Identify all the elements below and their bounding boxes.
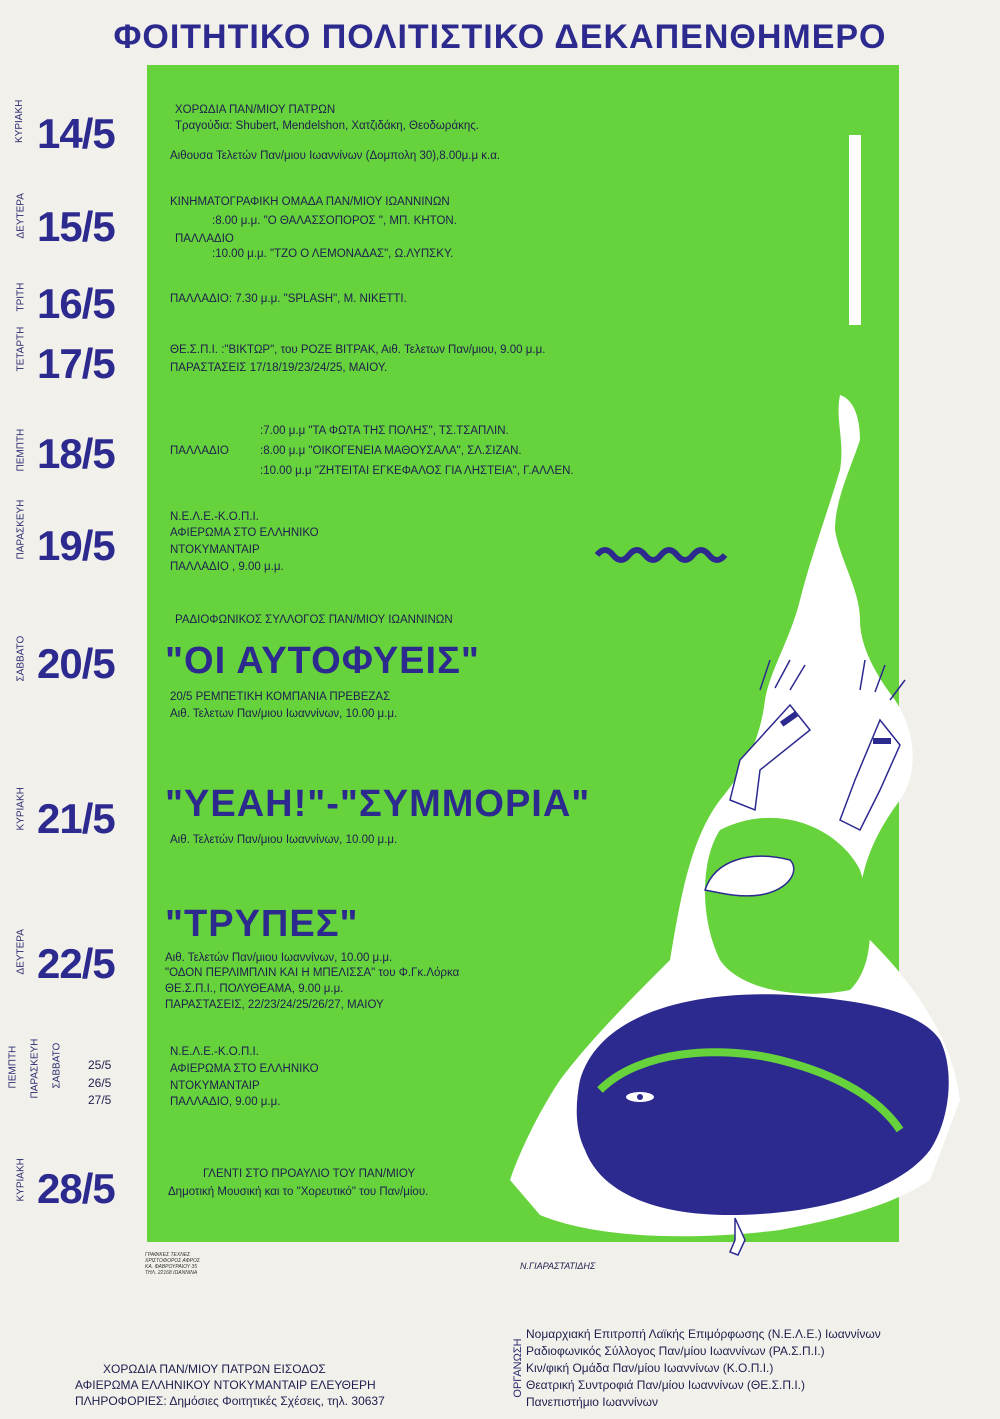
event-headline: "ΤΡΥΠΕΣ"	[165, 903, 359, 945]
day-label: ΣΑΒΒΑΤΟ	[15, 635, 27, 682]
day-label: ΚΥΡΙΑΚΗ	[15, 1158, 27, 1202]
event-line: ΠΑΡΑΣΤΑΣΕΙΣ 17/18/19/23/24/25, ΜΑΙΟΥ.	[170, 362, 388, 374]
event-line: Αιθ. Τελετών Παν/μιου Ιωαννίνων, 10.00 μ.μ.	[170, 834, 398, 846]
event-date: 20/5	[37, 640, 115, 687]
event-line: ΘΕ.Σ.Π.Ι., ΠΟΛΥΘΕΑΜΑ, 9.00 μ.μ.	[165, 983, 344, 995]
event-line: ΑΦΙΕΡΩΜΑ ΣΤΟ ΕΛΛΗΝΙΚΟ	[170, 1063, 319, 1075]
organiser-line: Ραδιοφωνικός Σύλλογος Παν/μίου Ιωαννίνων (ΡΑ.Σ.Π.Ι.)	[526, 1344, 825, 1358]
event-date: 21/5	[37, 795, 115, 842]
event-line: Δημοτική Μουσική και το "Χορευτικό" του Παν/μίου.	[168, 1186, 429, 1198]
footer-line: ΑΦΙΕΡΩΜΑ ΕΛΛΗΝΙΚΟΥ ΝΤΟΚΥΜΑΝΤΑΙΡ ΕΛΕΥΘΕΡΗ	[75, 1378, 376, 1392]
event-line: "ΟΔΟΝ ΠΕΡΛΙΜΠΛΙΝ ΚΑΙ Η ΜΠΕΛΙΣΣΑ" του Φ.Γκ.Λόρκα	[165, 967, 460, 979]
printer-credit: ΧΡΙΣΤΟΦΟΡΟΣ ΑΦΡΟΣ	[145, 1258, 200, 1264]
event-line: :10.00 μ.μ. "ΤΖΟ Ο ΛΕΜΟΝΑΔΑΣ", Ω.ΛΥΠΣΚΥ.	[212, 248, 454, 260]
event-date: 18/5	[37, 430, 115, 477]
organiser-line: Θεατρική Συντροφιά Παν/μίου Ιωαννίνων (ΘΕ.Σ.Π.Ι.)	[526, 1378, 805, 1392]
event-line: :8.00 μ.μ. "Ο ΘΑΛΑΣΣΟΠΟΡΟΣ ", ΜΠ. ΚΗΤΟΝ.	[212, 215, 457, 227]
event-line: Αιθ. Τελετων Παν/μιου Ιωαννίνων, 10.00 μ.μ.	[170, 708, 398, 720]
event-line: 20/5 ΡΕΜΠΕΤΙΚΗ ΚΟΜΠΑΝΙΑ ΠΡΕΒΕΖΑΣ	[170, 691, 391, 703]
event-date: 28/5	[37, 1165, 115, 1212]
event-date: 26/5	[88, 1076, 112, 1090]
event-line: ΝΤΟΚΥΜΑΝΤΑΙΡ	[170, 544, 260, 556]
event-line: ΠΑΛΛΑΔΙΟ	[175, 233, 234, 245]
event-line: Τραγούδια: Shubert, Mendelshon, Χατζιδάκη, Θεοδωράκης.	[175, 120, 479, 132]
event-line: ΠΑΛΛΑΔΙΟ	[170, 445, 229, 457]
event-line: :8.00 μ.μ "ΟΙΚΟΓΕΝΕΙΑ ΜΑΘΟΥΣΑΛΑ", ΣΛ.ΣΙΖΑΝ.	[260, 445, 522, 457]
event-line: Αιθουσα Τελετών Παν/μιου Ιωαννίνων (Δομπολη 30),8.00μ.μ κ.α.	[170, 150, 501, 162]
organiser-line: Νομαρχιακή Επιτροπή Λαϊκής Επιμόρφωσης (Ν.Ε.Λ.Ε.) Ιωαννίνων	[526, 1327, 881, 1341]
organiser-line: Κιν/φική Ομάδα Παν/μίου Ιωαννίνων (Κ.Ο.Π.Ι.)	[526, 1361, 774, 1375]
event-date: 17/5	[37, 340, 115, 387]
printer-credit: ΚΑ. ΦΑΒΡΟΥΡΑΙΟΥ 35	[145, 1264, 197, 1270]
event-date: 27/5	[88, 1093, 112, 1107]
signature: Ν.ΓΙΑΡΑΣΤΑΤΙΔΗΣ	[520, 1261, 596, 1271]
day-label: ΤΕΤΑΡΤΗ	[15, 326, 27, 372]
event-date: 19/5	[37, 522, 115, 569]
organiser-line: Πανεπιστήμιο Ιωαννίνων	[526, 1395, 658, 1409]
day-label: ΚΥΡΙΑΚΗ	[15, 787, 27, 831]
day-label: ΤΡΙΤΗ	[15, 282, 27, 312]
event-date: 16/5	[37, 280, 115, 327]
event-line: :7.00 μ.μ "ΤΑ ΦΩΤΑ ΤΗΣ ΠΟΛΗΣ", ΤΣ.ΤΣΑΠΛΙΝ.	[260, 425, 509, 437]
footer-line: ΠΛΗΡΟΦΟΡΙΕΣ: Δημόσιες Φοιτητικές Σχέσεις, τηλ. 30637	[75, 1394, 385, 1408]
event-line: :10.00 μ.μ "ΖΗΤΕΙΤΑΙ ΕΓΚΕΦΑΛΟΣ ΓΙΑ ΛΗΣΤΕΙΑ", Γ.ΑΛΛΕΝ.	[260, 465, 574, 477]
day-label: ΠΑΡΑΣΚΕΥΗ	[29, 1038, 41, 1099]
event-line: ΓΛΕΝΤΙ ΣΤΟ ΠΡΟΑΥΛΙΟ ΤΟΥ ΠΑΝ/ΜΙΟΥ	[203, 1168, 416, 1180]
day-label: ΔΕΥΤΕΡΑ	[15, 929, 27, 975]
wave-shape	[597, 550, 725, 560]
event-line: ΠΑΡΑΣΤΑΣΕΙΣ, 22/23/24/25/26/27, ΜΑΙΟΥ	[165, 999, 384, 1011]
event-line: Ν.Ε.Λ.Ε.-Κ.Ο.Π.Ι.	[170, 511, 259, 523]
day-label: ΔΕΥΤΕΡΑ	[15, 193, 27, 239]
day-label: ΚΥΡΙΑΚΗ	[14, 99, 25, 143]
event-line: ΝΤΟΚΥΜΑΝΤΑΙΡ	[170, 1080, 260, 1092]
day-label: ΠΑΡΑΣΚΕΥΗ	[15, 499, 27, 560]
day-label: ΠΕΜΠΤΗ	[15, 428, 27, 472]
poster-title: ΦΟΙΤΗΤΙΚΟ ΠΟΛΙΤΙΣΤΙΚΟ ΔΕΚΑΠΕΝΘΗΜΕΡΟ	[113, 18, 887, 56]
event-line: ΧΟΡΩΔΙΑ ΠΑΝ/ΜΙΟΥ ΠΑΤΡΩΝ	[175, 104, 336, 116]
day-label: ΠΕΜΠΤΗ	[7, 1045, 19, 1089]
printer-credit: ΓΡΑΦΙΚΕΣ ΤΕΧΝΕΣ	[145, 1252, 191, 1258]
event-line: ΡΑΔΙΟΦΩΝΙΚΟΣ ΣΥΛΛΟΓΟΣ ΠΑΝ/ΜΙΟΥ ΙΩΑΝΝΙΝΩΝ	[175, 614, 453, 626]
event-headline: "ΥΕΑΗ!"-"ΣΥΜΜΟΡΙΑ"	[165, 783, 591, 825]
event-line: ΠΑΛΛΑΔΙΟ, 9.00 μ.μ.	[170, 1096, 281, 1108]
event-headline: "ΟΙ ΑΥΤΟΦΥΕΙΣ"	[165, 640, 480, 682]
event-date: 22/5	[37, 940, 115, 987]
event-date: 25/5	[88, 1058, 112, 1072]
event-date: 14/5	[37, 110, 115, 157]
day-label: ΣΑΒΒΑΤΟ	[51, 1042, 63, 1089]
event-line: Ν.Ε.Λ.Ε.-Κ.Ο.Π.Ι.	[170, 1046, 259, 1058]
event-line: ΚΙΝΗΜΑΤΟΓΡΑΦΙΚΗ ΟΜΑΔΑ ΠΑΝ/ΜΙΟΥ ΙΩΑΝΝΙΝΩΝ	[170, 196, 450, 208]
event-line: Αιθ. Τελετών Παν/μιου Ιωαννίνων, 10.00 μ.μ.	[165, 952, 393, 964]
printer-credit: ΤΗΛ. 22168 ΙΩΑΝΝΙΝΑ	[145, 1270, 198, 1276]
white-bar	[849, 135, 861, 325]
footer-line: ΧΟΡΩΔΙΑ ΠΑΝ/ΜΙΟΥ ΠΑΤΡΩΝ ΕΙΣΟΔΟΣ	[103, 1362, 326, 1376]
event-line: ΑΦΙΕΡΩΜΑ ΣΤΟ ΕΛΛΗΝΙΚΟ	[170, 527, 319, 539]
organisers-label: ΟΡΓΑΝΩΣΗ	[512, 1338, 524, 1398]
event-line: ΠΑΛΛΑΔΙΟ , 9.00 μ.μ.	[170, 561, 284, 573]
event-line: ΠΑΛΛΑΔΙΟ: 7.30 μ.μ. "SPLASH", Μ. ΝΙΚΕΤΤΙ.	[170, 293, 407, 305]
event-line: ΘΕ.Σ.Π.Ι. :"ΒΙΚΤΩΡ", του ΡΟΖΕ ΒΙΤΡΑΚ, Αιθ. Τελετων Παν/μιου, 9.00 μ.μ.	[170, 344, 546, 356]
event-date: 15/5	[37, 203, 115, 250]
